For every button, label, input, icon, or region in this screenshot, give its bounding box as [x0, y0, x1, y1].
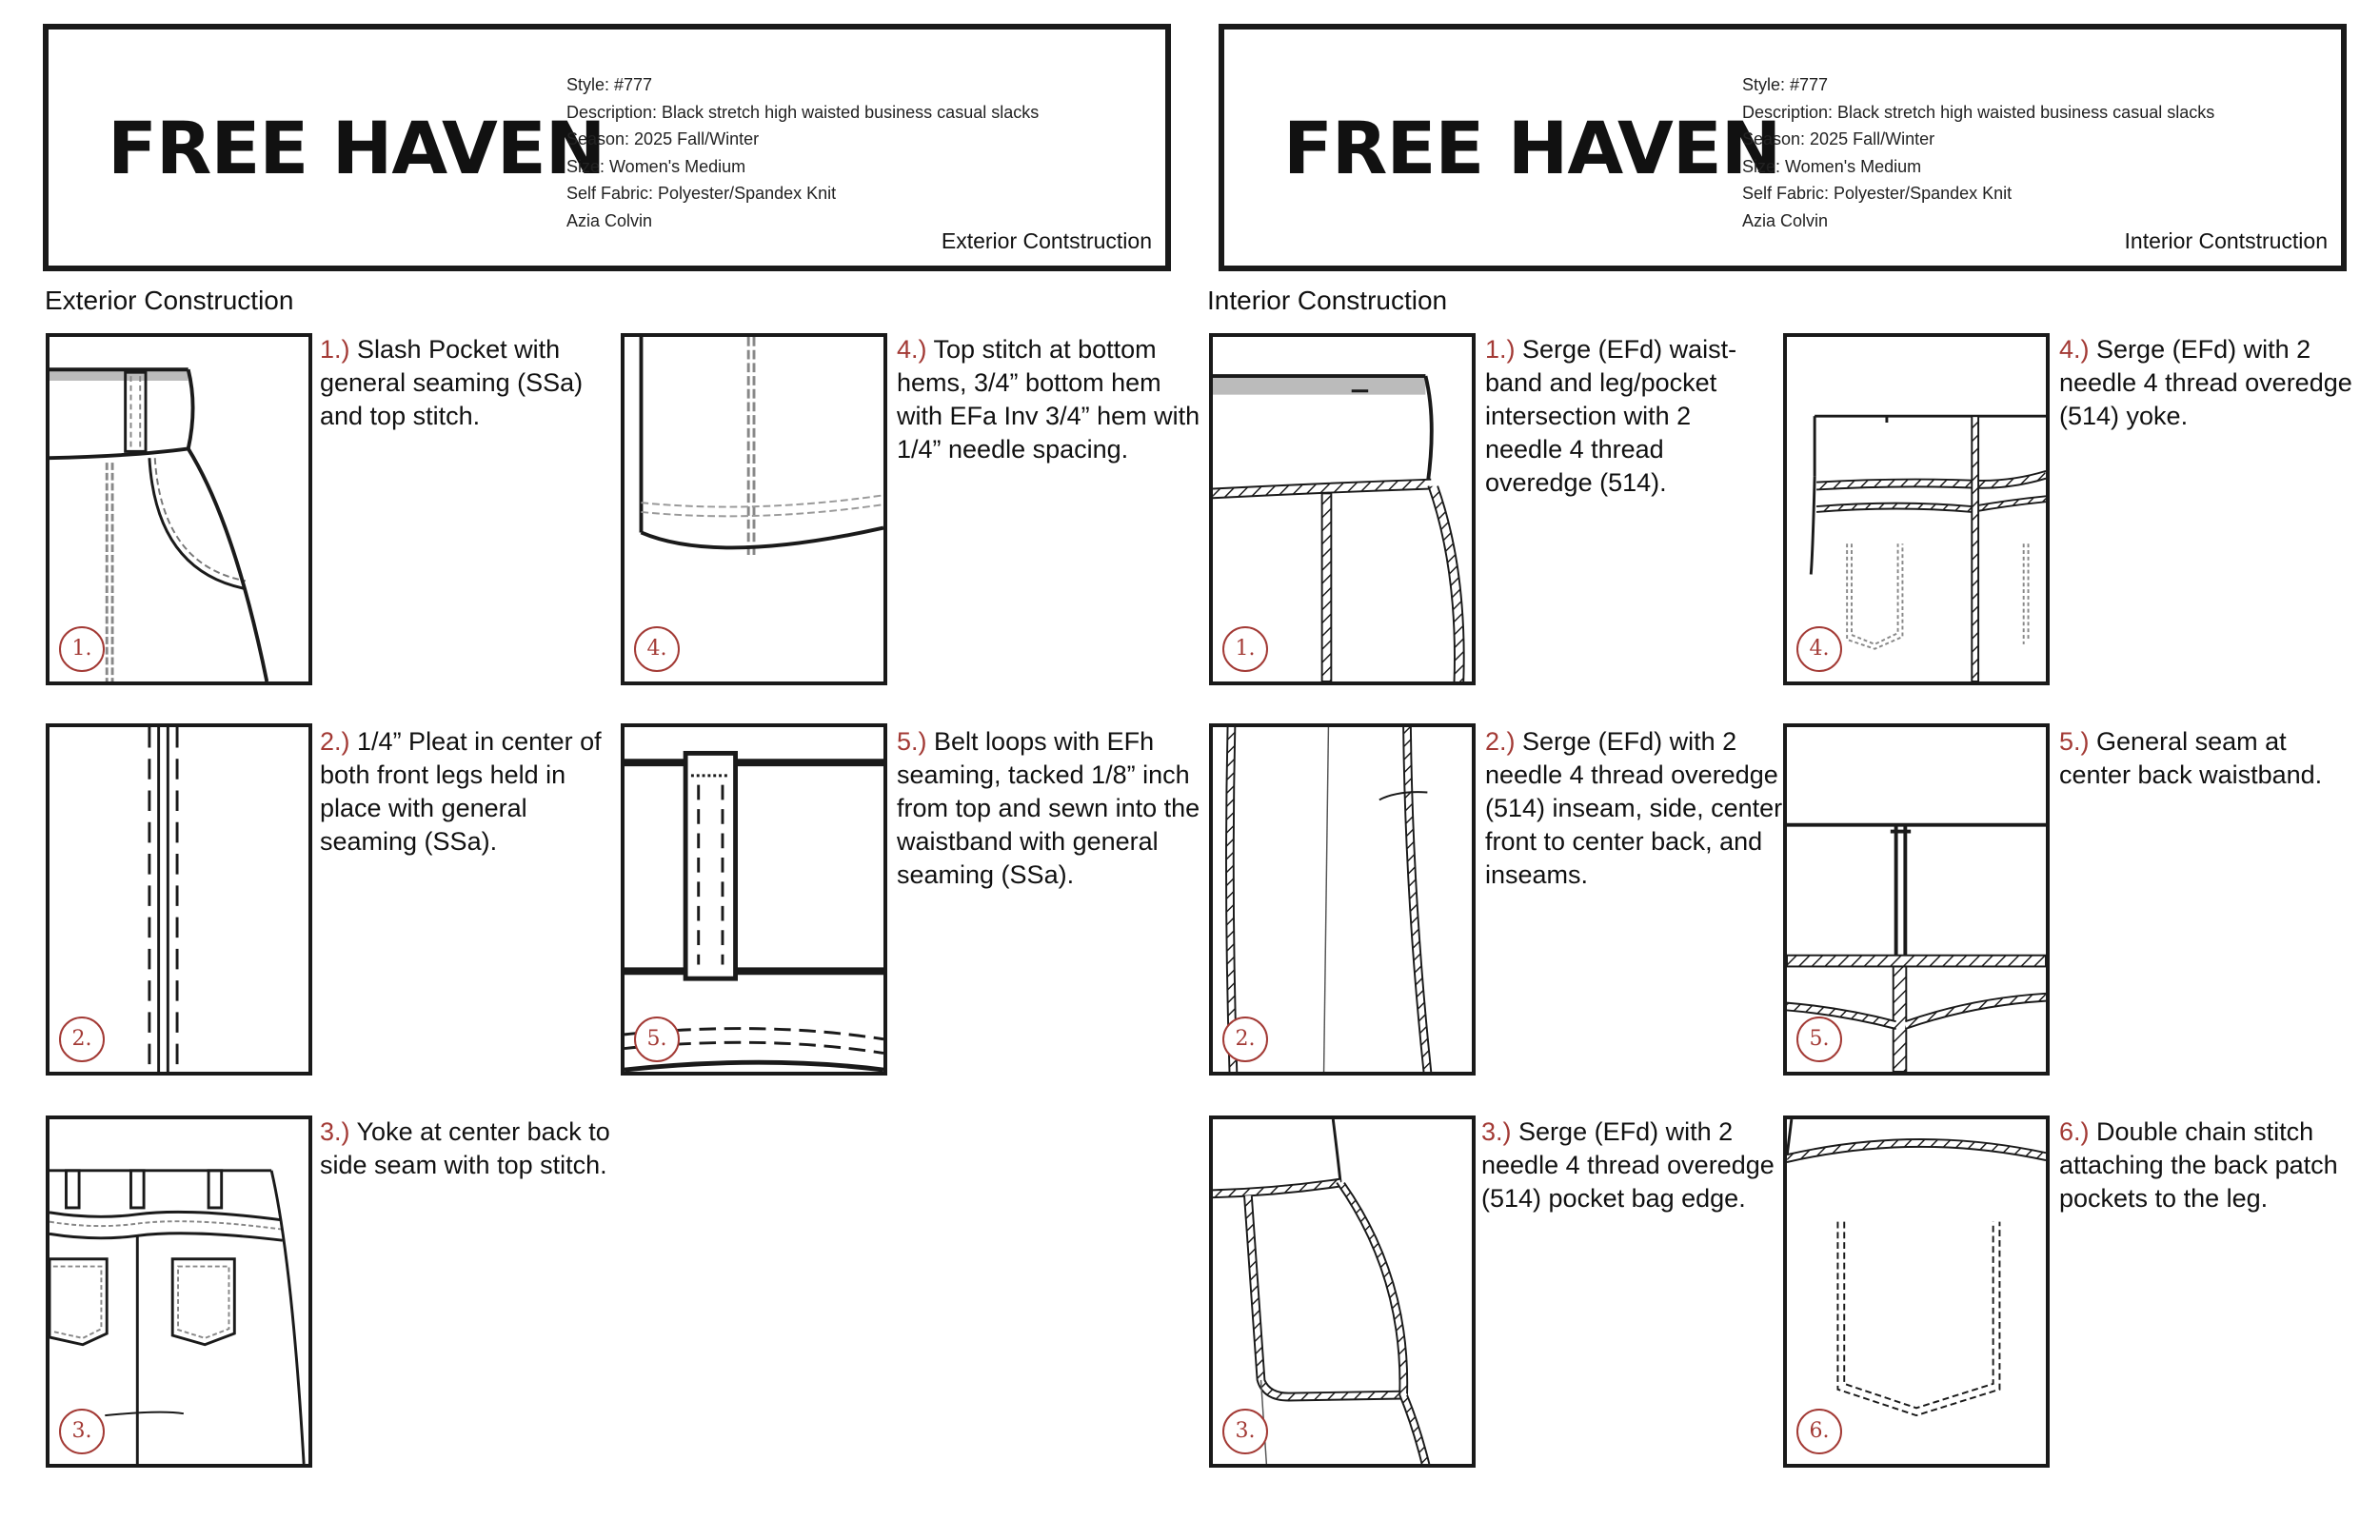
- step-badge: 5.: [634, 1017, 680, 1062]
- exterior-diagram-5: [621, 723, 887, 1076]
- step-badge: 2.: [1222, 1017, 1268, 1062]
- interior-step-6: [2059, 1116, 2364, 1215]
- interior-diagram-3: [1209, 1116, 1476, 1468]
- step-badge: 1.: [1222, 626, 1268, 672]
- step-badge: 2.: [59, 1017, 105, 1062]
- interior-diagram-4: [1783, 333, 2050, 685]
- spec-size: Size: Women's Medium: [566, 156, 746, 176]
- interior-step-3: [1481, 1116, 1786, 1215]
- exterior-diagram-3: [46, 1116, 312, 1468]
- exterior-step-1: [320, 333, 605, 433]
- spec-list: [566, 71, 1039, 234]
- step-number: 2.): [1485, 727, 1516, 756]
- step-text: Serge (EFd) with 2 needle 4 thread overedge (514) yoke.: [2059, 335, 2352, 430]
- spec-size: Size: Women's Medium: [1742, 156, 1922, 176]
- brand-logo: FREE HAVEN: [1283, 106, 1781, 190]
- exterior-diagram-4: [621, 333, 887, 685]
- interior-step-4: [2059, 333, 2364, 433]
- exterior-diagram-2: [46, 723, 312, 1076]
- step-text: 1/4” Pleat in center of both front legs held in place with general seaming (SSa).: [320, 727, 602, 856]
- step-badge: 3.: [1222, 1409, 1268, 1454]
- step-number: 2.): [320, 727, 350, 756]
- spec-style: Style: #777: [566, 75, 653, 94]
- step-number: 6.): [2059, 1117, 2090, 1146]
- spec-description: Description: Black stretch high waisted business casual slacks: [566, 102, 1040, 122]
- step-number: 1.): [320, 335, 350, 364]
- exterior-step-4: [897, 333, 1201, 466]
- step-text: General seam at center back waistband.: [2059, 727, 2323, 789]
- step-text: Belt loops with EFh seaming, tacked 1/8” inch from top and sewn into the waistband with general seaming (SSa).: [897, 727, 1200, 889]
- step-text: Serge (EFd) waist-band and leg/pocket intersection with 2 needle 4 thread overedge (514).: [1485, 335, 1737, 497]
- step-badge: 4.: [1796, 626, 1842, 672]
- header-box-interior: [1219, 24, 2347, 271]
- step-number: 1.): [1485, 335, 1516, 364]
- step-number: 3.): [1481, 1117, 1512, 1146]
- spec-fabric: Self Fabric: Polyester/Spandex Knit: [1742, 184, 2013, 203]
- spec-list: [1742, 71, 2214, 234]
- spec-fabric: Self Fabric: Polyester/Spandex Knit: [566, 184, 837, 203]
- spec-designer: Azia Colvin: [1742, 210, 1829, 230]
- exterior-section-title: Exterior Construction: [45, 286, 294, 315]
- interior-step-1: [1485, 333, 1771, 500]
- step-badge: 6.: [1796, 1409, 1842, 1454]
- step-number: 4.): [897, 335, 927, 364]
- step-number: 4.): [2059, 335, 2090, 364]
- step-text: Top stitch at bottom hems, 3/4” bottom hem with EFa Inv 3/4” hem with 1/4” needle spacing.: [897, 335, 1200, 464]
- step-badge: 1.: [59, 626, 105, 672]
- spec-season: Season: 2025 Fall/Winter: [1742, 129, 1935, 148]
- interior-section-title: Interior Construction: [1207, 286, 1448, 315]
- interior-diagram-6: [1783, 1116, 2050, 1468]
- spec-style: Style: #777: [1742, 75, 1829, 94]
- interior-diagram-1: [1209, 333, 1476, 685]
- interior-diagram-5: [1783, 723, 2050, 1076]
- interior-step-2: [1485, 725, 1790, 892]
- header-box-exterior: [43, 24, 1171, 271]
- header-label: Exterior Contstruction: [941, 228, 1152, 253]
- spec-description: Description: Black stretch high waisted business casual slacks: [1742, 102, 2215, 122]
- exterior-step-5: [897, 725, 1201, 892]
- step-badge: 5.: [1796, 1017, 1842, 1062]
- brand-logo: FREE HAVEN: [108, 106, 605, 190]
- spec-designer: Azia Colvin: [566, 210, 653, 230]
- step-badge: 3.: [59, 1409, 105, 1454]
- step-text: Serge (EFd) with 2 needle 4 thread overedge (514) inseam, side, center front to center back, and inseams.: [1485, 727, 1783, 889]
- step-text: Double chain stitch attaching the back patch pockets to the leg.: [2059, 1117, 2338, 1213]
- interior-diagram-2: [1209, 723, 1476, 1076]
- spec-season: Season: 2025 Fall/Winter: [566, 129, 760, 148]
- step-badge: 4.: [634, 626, 680, 672]
- step-number: 3.): [320, 1117, 350, 1146]
- step-text: Slash Pocket with general seaming (SSa) and top stitch.: [320, 335, 584, 430]
- exterior-step-2: [320, 725, 617, 859]
- exterior-diagram-1: [46, 333, 312, 685]
- exterior-step-3: [320, 1116, 617, 1182]
- step-number: 5.): [2059, 727, 2090, 756]
- header-label: Interior Contstruction: [2124, 228, 2328, 253]
- interior-step-5: [2059, 725, 2364, 792]
- step-text: Yoke at center back to side seam with top stitch.: [320, 1117, 610, 1179]
- step-text: Serge (EFd) with 2 needle 4 thread overedge (514) pocket bag edge.: [1481, 1117, 1775, 1213]
- step-number: 5.): [897, 727, 927, 756]
